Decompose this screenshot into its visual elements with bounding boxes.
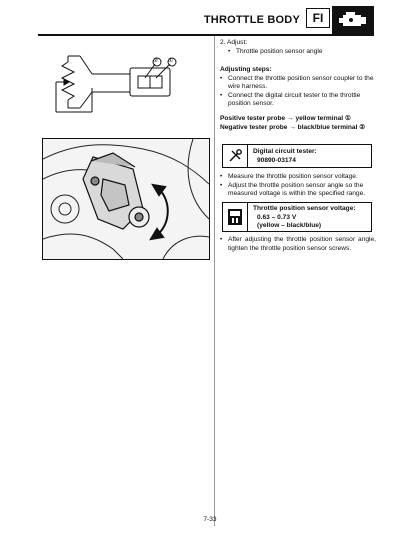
list-item-text: Connect the digital circuit tester to the throttle position sensor. — [228, 91, 361, 108]
page-number: 7-33 — [203, 516, 217, 523]
list-item-text: Connect the throttle position sensor coupler to the wire harness. — [228, 74, 374, 91]
fi-badge: FI — [306, 8, 330, 28]
step-number: 2. — [220, 39, 226, 46]
tester-title: Digital circuit tester: — [253, 148, 317, 155]
list-item: • Throttle position sensor angle — [228, 47, 323, 55]
engine-icon — [332, 6, 374, 34]
callout-1: ① — [168, 58, 174, 64]
adjusting-heading: Adjusting steps: — [220, 66, 272, 73]
probe-negative: Negative tester probe → black/blue terminal ② — [220, 123, 366, 131]
step-title: Adjust: — [226, 39, 248, 46]
step-item-text: Throttle position sensor angle — [236, 47, 323, 55]
list-item: • Measure the throttle position sensor voltage. — [220, 173, 358, 180]
probe-positive: Positive tester probe → yellow terminal ① — [220, 114, 351, 122]
meter-icon — [223, 203, 248, 231]
page-title: THROTTLE BODY — [203, 14, 300, 26]
tester-box — [222, 144, 372, 168]
callout-2: ② — [153, 58, 159, 64]
list-item-text: Adjust the throttle position sensor angle so the measured voltage is within the specified range. — [228, 181, 366, 198]
list-item: • Adjust the throttle position sensor angle so the measured voltage is within the specified range. — [220, 181, 366, 198]
spec-value: 0.63 – 0.73 V — [257, 213, 297, 221]
list-item: • Connect the digital circuit tester to the throttle position sensor. — [220, 91, 361, 108]
wrench-icon — [223, 145, 248, 167]
adjusting-steps — [220, 66, 376, 132]
measure-steps — [220, 173, 376, 199]
connector-diagram — [52, 48, 202, 118]
sensor-photo — [42, 138, 210, 260]
spec-wires: (yellow – black/blue) — [257, 222, 322, 230]
spec-title: Throttle position sensor voltage: — [253, 205, 356, 212]
step-2 — [220, 39, 376, 56]
list-item-text: After adjusting the throttle position sensor angle, tighten the throttle position sensor screws. — [228, 236, 376, 252]
spec-box — [222, 202, 372, 232]
after-step — [220, 236, 376, 253]
column-divider — [214, 36, 215, 526]
list-item: • Connect the throttle position sensor coupler to the wire harness. — [220, 74, 374, 91]
list-item-text: Measure the throttle position sensor voltage. — [228, 173, 358, 180]
header-rule — [38, 34, 374, 36]
list-item: • After adjusting the throttle position sensor angle, tighten the throttle position sensor screws. — [220, 236, 376, 252]
tester-part-number: 90890-03174 — [257, 156, 296, 164]
